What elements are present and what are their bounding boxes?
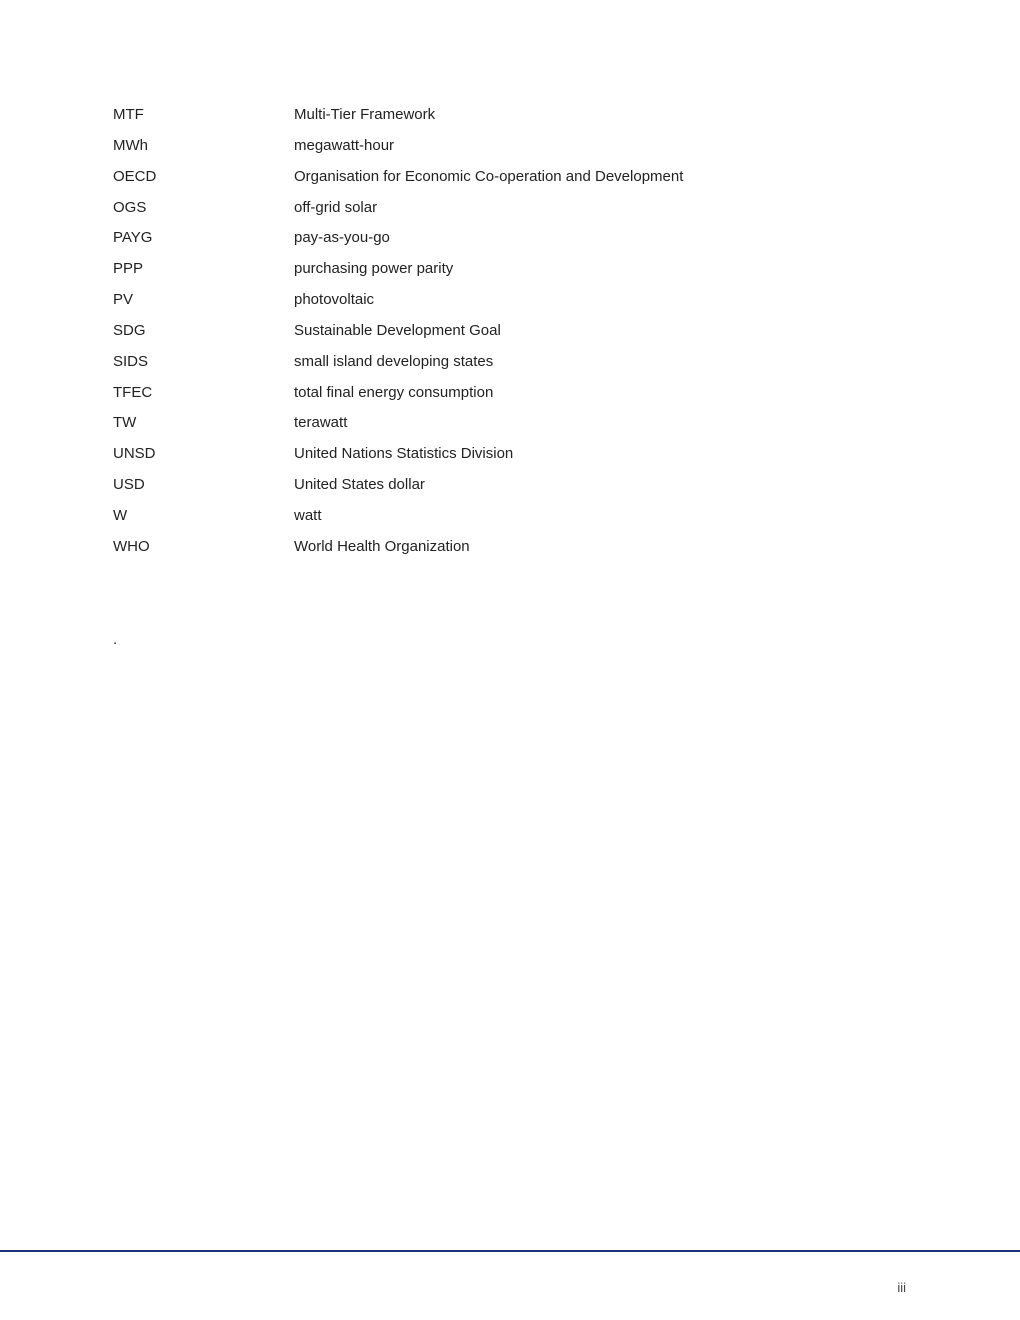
abbreviation-row — [113, 290, 913, 321]
abbreviation-term: SDG — [113, 321, 146, 339]
abbreviation-row — [113, 475, 913, 506]
abbreviation-row — [113, 259, 913, 290]
abbreviation-row — [113, 105, 913, 136]
abbreviation-term: PV — [113, 291, 134, 309]
abbreviation-term: OGS — [113, 198, 147, 216]
abbreviation-term: WHO — [113, 537, 150, 555]
abbreviation-term: OECD — [113, 167, 157, 185]
abbreviation-definition: World Health Organization — [294, 537, 470, 555]
abbreviation-term: MWh — [113, 136, 148, 154]
abbreviation-row — [113, 167, 913, 198]
abbreviation-definition: total final energy consumption — [294, 383, 494, 401]
abbreviation-term: TFEC — [113, 383, 153, 401]
abbreviation-term: W — [113, 506, 128, 524]
abbreviation-definition: United Nations Statistics Division — [294, 445, 514, 463]
abbreviation-definition: Multi-Tier Framework — [294, 106, 436, 123]
page-number: iii — [897, 1280, 906, 1295]
footer-divider — [0, 1250, 1020, 1252]
abbreviation-list — [113, 105, 913, 568]
abbreviation-definition: pay-as-you-go — [294, 229, 390, 247]
abbreviation-term: PAYG — [113, 229, 153, 247]
abbreviation-definition: megawatt-hour — [294, 136, 395, 154]
abbreviation-row — [113, 444, 913, 475]
stray-period: . — [113, 631, 118, 648]
abbreviation-row — [113, 136, 913, 167]
abbreviation-term: PPP — [113, 260, 144, 278]
abbreviation-term: UNSD — [113, 445, 156, 463]
abbreviation-definition: off-grid solar — [294, 198, 378, 216]
abbreviation-definition: Sustainable Development Goal — [294, 321, 501, 339]
abbreviation-definition: purchasing power parity — [294, 260, 454, 278]
abbreviation-row — [113, 228, 913, 259]
abbreviation-row — [113, 506, 913, 537]
abbreviation-term: MTF — [113, 106, 144, 123]
abbreviation-row — [113, 321, 913, 352]
abbreviation-term: USD — [113, 476, 145, 494]
abbreviation-row — [113, 352, 913, 383]
abbreviation-definition: Organisation for Economic Co-operation and Development — [294, 167, 684, 185]
abbreviation-definition: terawatt — [294, 414, 348, 432]
abbreviation-definition: small island developing states — [294, 352, 494, 370]
abbreviation-row — [113, 537, 913, 568]
abbreviation-term: SIDS — [113, 352, 149, 370]
abbreviation-definition: watt — [294, 506, 322, 524]
abbreviation-definition: United States dollar — [294, 476, 425, 494]
abbreviation-term: TW — [113, 414, 137, 432]
abbreviation-row — [113, 198, 913, 229]
abbreviation-row — [113, 383, 913, 414]
abbreviation-row — [113, 413, 913, 444]
abbreviation-definition: photovoltaic — [294, 291, 375, 309]
